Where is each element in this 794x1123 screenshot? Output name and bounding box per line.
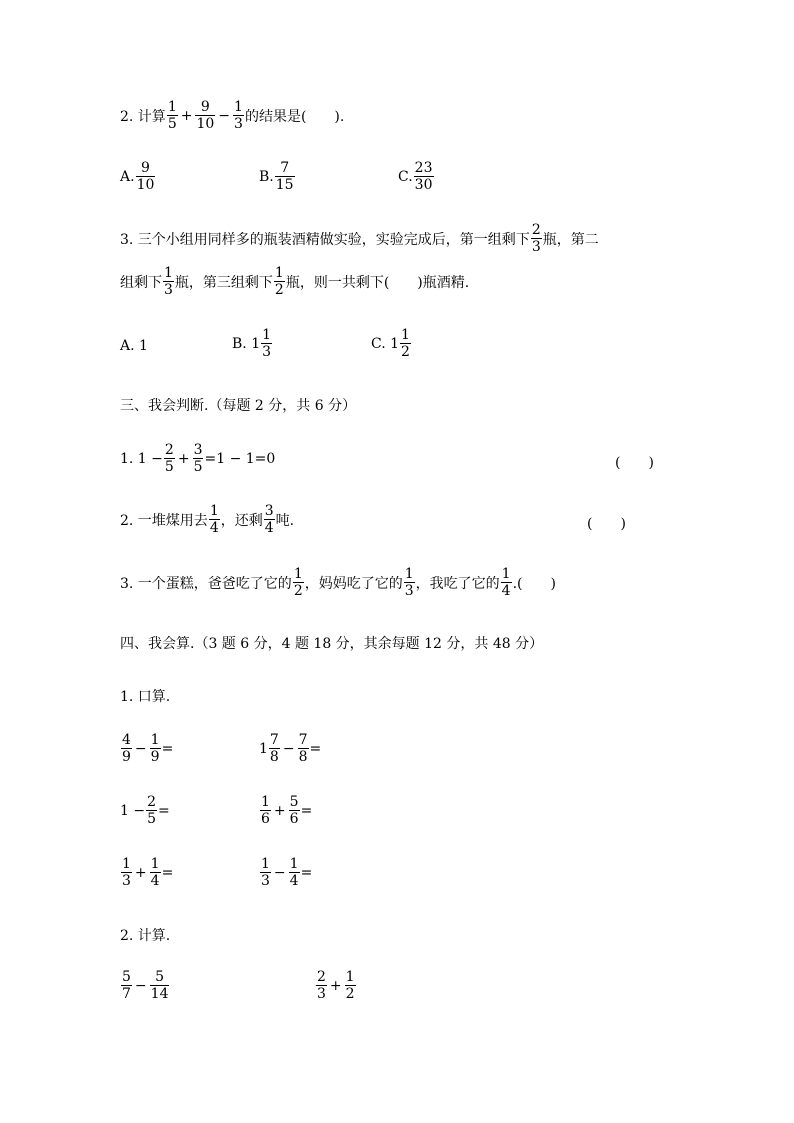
q3-line2 (120, 265, 469, 298)
operator: − (218, 107, 231, 124)
fraction: $\frac{1}{2}$ (401, 327, 410, 361)
calc-title: 2. 计算. (120, 928, 171, 944)
judge-2: 2. 一堆煤用去 $\frac{1}{4}$ ，还剩 $\frac{3}{4}$ 吨. (120, 503, 295, 537)
fraction: $\frac{5}{14}$ (150, 969, 169, 1003)
fraction: $\frac{3}{4}$ (264, 503, 274, 537)
fraction: $\frac{1}{3}$ (122, 856, 131, 890)
fraction: $\frac{5}{6}$ (289, 794, 299, 828)
section-3-title: 三、我会判断.（每题 2 分，共 6 分） (120, 398, 357, 414)
q2-option-a: A. $\frac{9}{10}$ (120, 160, 155, 194)
fraction: $\frac{1}{6}$ (261, 794, 270, 828)
operator: + (180, 107, 193, 124)
q3-text: 3. 三个小组用同样多的瓶装酒精做实验，实验完成后，第一组剩下 (120, 231, 530, 248)
oral-item-3: 1 − $\frac{2}{5}$ = (120, 794, 170, 828)
fraction: $\frac{1}{4}$ (289, 856, 299, 890)
q3-option-c: C. 1 $\frac{1}{2}$ (371, 327, 410, 361)
oral-calc-title: 1. 口算. (120, 689, 171, 705)
fraction: $\frac{2}{5}$ (147, 794, 157, 828)
fraction: $\frac{2}{3}$ (531, 222, 541, 256)
fraction: $\frac{7}{15}$ (275, 160, 294, 194)
fraction: $\frac{7}{8}$ (269, 732, 279, 766)
fraction: $\frac{2}{3}$ (317, 969, 326, 1003)
calc-item-2: $\frac{2}{3}$ + $\frac{1}{2}$ (317, 969, 355, 1003)
q3-text: 瓶，第三组剩下 (174, 274, 273, 291)
fraction: $\frac{4}{9}$ (122, 732, 131, 766)
fraction: $\frac{1}{9}$ (150, 732, 160, 766)
fraction: $\frac{9}{10}$ (136, 160, 155, 194)
fraction: $\frac{1}{3}$ (262, 327, 272, 361)
fraction: $\frac{2}{5}$ (164, 442, 174, 476)
q3-text: 组剩下 (120, 274, 162, 291)
q3-text: 瓶，第二 (542, 231, 599, 248)
oral-item-4: $\frac{1}{6}$ + $\frac{5}{6}$ = (261, 794, 313, 828)
fraction: $\frac{1}{2}$ (293, 566, 303, 600)
oral-item-1: $\frac{4}{9}$ − $\frac{1}{9}$ = (122, 732, 174, 766)
q2-prefix: 2. 计算 (120, 108, 166, 125)
q3-text: 瓶，则一共剩下( )瓶酒精. (285, 274, 470, 291)
fraction: $\frac{1}{3}$ (404, 566, 414, 600)
fraction: $\frac{7}{8}$ (298, 732, 308, 766)
fraction: $\frac{23}{30}$ (414, 160, 433, 194)
q3-line1 (120, 222, 599, 255)
answer-paren: ( ) (615, 455, 654, 471)
judge-3: 3. 一个蛋糕，爸爸吃了它的 $\frac{1}{2}$ ，妈妈吃了它的 $\frac{1}{3}$ ，我吃了它的 $\frac{1}{4}$ .( ) (120, 566, 556, 600)
answer-paren: ( ) (587, 516, 626, 532)
calc-item-1: $\frac{5}{7}$ − $\frac{5}{14}$ (122, 969, 169, 1003)
oral-item-6: $\frac{1}{3}$ − $\frac{1}{4}$ = (261, 856, 313, 890)
fraction: $\frac{1}{5}$ (167, 99, 177, 133)
fraction: $\frac{9}{10}$ (196, 99, 215, 133)
fraction: $\frac{1}{4}$ (501, 566, 511, 600)
judge-1: 1. 1 − $\frac{2}{5}$ + $\frac{3}{5}$ =1 − 1=0 (120, 442, 276, 476)
oral-item-2: 1 $\frac{7}{8}$ − $\frac{7}{8}$ = (259, 732, 322, 766)
fraction: $\frac{1}{4}$ (150, 856, 160, 890)
operator: + (177, 450, 190, 467)
q2-suffix: 的结果是( ). (244, 108, 345, 125)
section-4-title: 四、我会算.（3 题 6 分，4 题 18 分，其余每题 12 分，共 48 分） (120, 636, 544, 652)
fraction: $\frac{1}{2}$ (345, 969, 355, 1003)
fraction: $\frac{5}{7}$ (122, 969, 131, 1003)
oral-item-5: $\frac{1}{3}$ + $\frac{1}{4}$ = (122, 856, 174, 890)
fraction: $\frac{1}{3}$ (261, 856, 270, 890)
fraction: $\frac{1}{2}$ (274, 265, 284, 299)
fraction: $\frac{1}{3}$ (164, 265, 173, 299)
fraction: $\frac{1}{4}$ (209, 503, 219, 537)
q3-option-a: A. 1 (120, 338, 148, 354)
q2-option-b: B. $\frac{7}{15}$ (259, 160, 294, 194)
fraction: $\frac{1}{3}$ (234, 99, 243, 133)
q3-option-b: B. 1 $\frac{1}{3}$ (232, 327, 272, 361)
q2-option-c: C. $\frac{23}{30}$ (398, 160, 433, 194)
q2-line (120, 99, 344, 132)
fraction: $\frac{3}{5}$ (193, 442, 203, 476)
